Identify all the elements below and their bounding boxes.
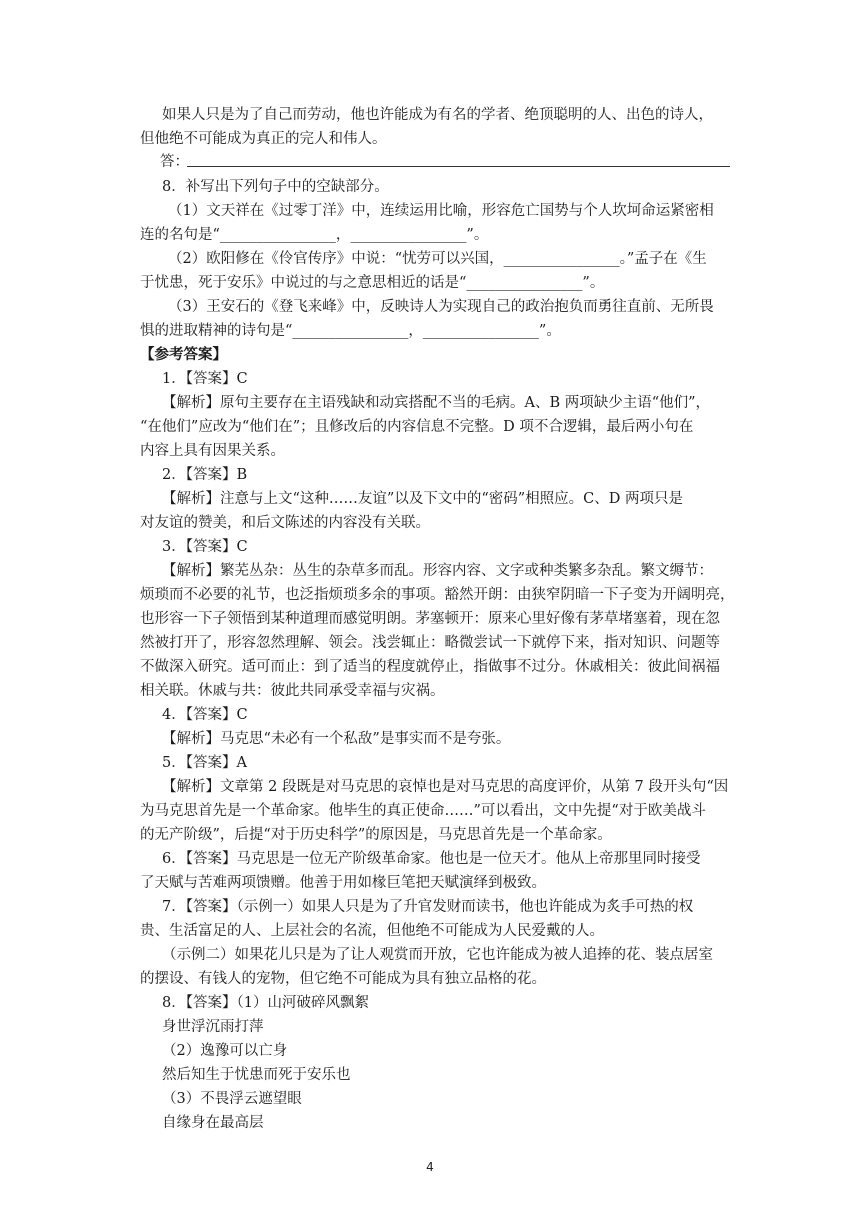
text-line: 贵、生活富足的人、上层社会的名流，但他绝不可能成为人民爱戴的人。 — [140, 923, 604, 939]
text-line: 连的名句是“________________，________________”。 — [140, 227, 489, 243]
text-line: 烦琐而不必要的礼节，也泛指烦琐多余的事项。豁然开朗：由狭窄阴暗一下子变为开阔明亮， — [140, 587, 735, 603]
text-line: 惧的进取精神的诗句是“________________，________________”。 — [140, 323, 561, 339]
text-line: 不做深入研究。适可而止：到了适当的程度就停止，指做事不过分。休戚相关：彼此间祸福 — [140, 659, 720, 675]
text-line: （3）王安石的《登飞来峰》中，反映诗人为实现自己的政治抱负而勇往直前、无所畏 — [168, 299, 714, 315]
text-line: 然后知生于忧患而死于安乐也 — [162, 1067, 351, 1083]
text-line: 对友谊的赞美，和后文陈述的内容没有关联。 — [140, 515, 430, 531]
answer-item: 1．【答案】C — [162, 371, 248, 387]
text-line: 为马克思首先是一个革命家。他毕生的真正使命……”可以看出，文中先提“对于欧美战斗 — [140, 803, 706, 819]
text-line: 然被打开了，形容忽然理解、领会。浅尝辄止：略微尝试一下就停下来，指对知识、问题等 — [140, 635, 720, 651]
text-line: 【解析】繁芜丛杂：丛生的杂草多而乱。形容内容、文字或种类繁多杂乱。繁文缛节： — [162, 563, 713, 579]
answer-item: 8．【答案】（1）山河破碎风飘絮 — [162, 995, 369, 1011]
answer-item: 4．【答案】C — [162, 707, 248, 723]
text-line: 但他绝不可能成为真正的完人和伟人。 — [140, 131, 387, 147]
text-line: 内容上具有因果关系。 — [140, 443, 285, 459]
answer-item: 7．【答案】（示例一）如果人只是为了升官发财而读书，他也许能成为炙手可热的权 — [162, 899, 694, 915]
text-line: （2）逸豫可以亡身 — [162, 1043, 288, 1059]
answer-item: 2．【答案】B — [162, 467, 248, 483]
answer-prompt: 答： — [160, 154, 189, 170]
text-line: “在他们”应改为“他们在”；且修改后的内容信息不完整。D 项不合逻辑，最后两小句在 — [140, 419, 694, 435]
question-8: 8．补写出下列句子中的空缺部分。 — [162, 179, 389, 195]
text-line: 了天赋与苦难两项馈赠。他善于用如椽巨笔把天赋演绎到极致。 — [140, 875, 546, 891]
text-line: 的摆设、有钱人的宠物，但它绝不可能成为具有独立品格的花。 — [140, 971, 546, 987]
text-line: 身世浮沉雨打萍 — [162, 1019, 264, 1035]
section-heading: 【参考答案】 — [140, 346, 227, 363]
text-line: （示例二）如果花儿只是为了让人观赏而开放，它也许能成为被人追捧的花、装点居室 — [162, 947, 713, 963]
page-number: 4 — [426, 1160, 434, 1174]
text-line: 相关联。休戚与共：彼此共同承受幸福与灾祸。 — [140, 683, 445, 699]
text-line: 【解析】注意与上文“这种……友谊”以及下文中的“密码”相照应。C、D 两项只是 — [162, 491, 683, 507]
answer-item: 3．【答案】C — [162, 539, 248, 555]
text-line: 自缘身在最高层 — [162, 1115, 264, 1131]
text-line: 的无产阶级”，后提“对于历史科学”的原因是，马克思首先是一个革命家。 — [140, 827, 612, 843]
answer-item: 6．【答案】马克思是一位无产阶级革命家。他也是一位天才。他从上帝那里同时接受 — [162, 851, 701, 867]
answer-item: 5．【答案】A — [162, 755, 247, 771]
answer-blank-line — [187, 166, 730, 167]
text-line: （3）不畏浮云遮望眼 — [162, 1091, 302, 1107]
text-line: 【解析】马克思“未必有一个私敌”是事实而不是夸张。 — [162, 731, 511, 747]
text-line: 【解析】文章第 2 段既是对马克思的哀悼也是对马克思的高度评价，从第 7 段开头句“因 — [162, 779, 729, 795]
text-line: 【解析】原句主要存在主语残缺和动宾搭配不当的毛病。A、B 两项缺少主语“他们”， — [162, 395, 711, 411]
text-line: 如果人只是为了自己而劳动，他也许能成为有名的学者、绝顶聪明的人、出色的诗人， — [162, 107, 713, 123]
text-line: 于忧患，死于安乐》中说过的与之意思相近的话是“________________”。 — [140, 275, 605, 291]
text-line: 也形容一下子领悟到某种道理而感觉明朗。茅塞顿开：原来心里好像有茅草堵塞着，现在忽 — [140, 611, 720, 627]
text-line: （2）欧阳修在《伶官传序》中说：“忧劳可以兴国，________________。”孟子在《生 — [168, 251, 707, 267]
text-line: （1）文天祥在《过零丁洋》中，连续运用比喻，形容危亡国势与个人坎坷命运紧密相 — [168, 203, 714, 219]
